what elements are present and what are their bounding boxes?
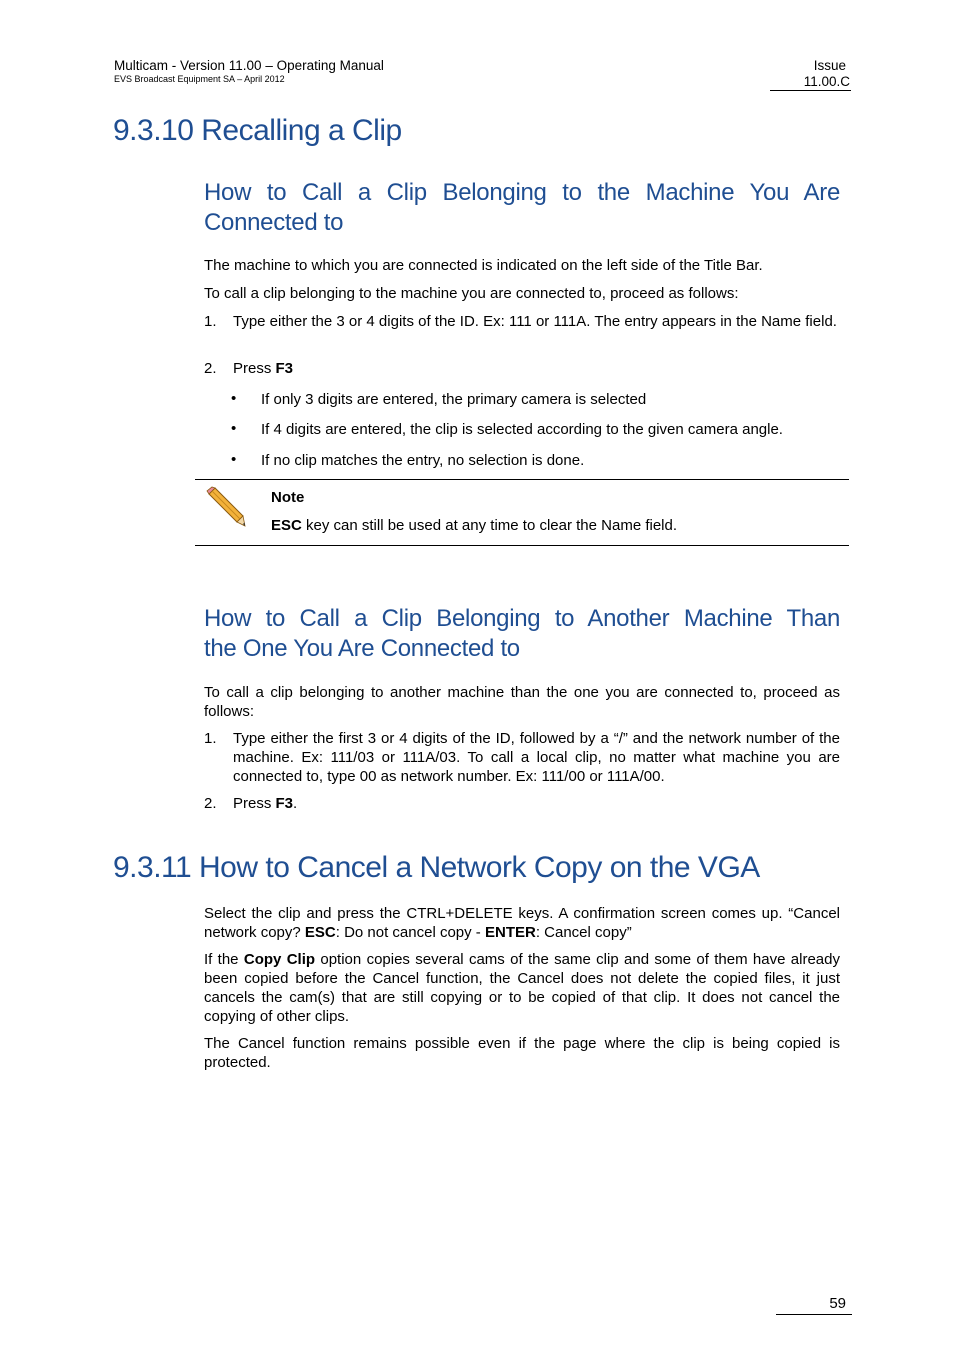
note-bottom-rule [195,545,849,546]
step-text-prefix: Press [233,360,276,377]
paragraph: The machine to which you are connected is indicated on the left side of the Title Bar. [204,257,763,274]
paragraph: To call a clip belonging to another machine than the one you are connected to, proceed as follows: [204,684,840,720]
text-run: : Cancel copy” [535,924,632,941]
subsection-heading-line1: How to Call a Clip Belonging to Another Machine Than [204,605,840,632]
section-heading-9-3-10: 9.3.10 Recalling a Clip [113,114,402,147]
paragraph [204,950,840,1026]
text-run: option copies several cams of the same clip and some of them have already been copied before the Cancel function, the Cancel does not delete the copied files, it just cancels the cam(s) that are still copying or to be copied of that clip. It does not cancel the copying of other clips. [204,951,840,1025]
bullet-item: If 4 digits are entered, the clip is selected according to the given camera angle. [261,421,783,438]
text-run: Select the clip and press the CTRL+DELETE keys. A confirmation screen comes up. “Cancel network copy? [204,905,840,941]
step-number: 1. [204,730,217,747]
text-run: : Do not cancel copy - [335,924,485,941]
note-text-body: key can still be used at any time to clear the Name field. [301,517,678,534]
section-heading-9-3-11: 9.3.11 How to Cancel a Network Copy on the VGA [113,851,760,884]
subsection-heading-line2: the One You Are Connected to [204,635,520,662]
step-number: 2. [204,360,217,377]
subsection-heading-line1: How to Call a Clip Belonging to the Machine You Are [204,179,840,206]
step-number: 2. [204,795,217,812]
key-f3: F3 [275,360,294,377]
text-run: If the [204,951,244,968]
bullet-item: If only 3 digits are entered, the primary camera is selected [261,391,647,408]
paragraph: To call a clip belonging to the machine you are connected to, proceed as follows: [204,285,739,302]
step-text-suffix: . [293,795,298,812]
step-text: Type either the 3 or 4 digits of the ID. Ex: 111 or 111A. The entry appears in the Name field. [233,313,837,330]
copy-clip-term: Copy Clip [243,951,316,968]
note-label: Note [271,489,305,506]
header-issue-version: 11.00.C [803,74,850,89]
key-esc: ESC [304,924,336,941]
paragraph: The Cancel function remains possible even if the page where the clip is being copied is protected. [204,1035,840,1071]
bullet-glyph: • [231,390,237,407]
step-text: Type either the first 3 or 4 digits of the ID, followed by a “/” and the network number of the machine. Ex: 111/03 or 111A/03. To call a local clip, no matter what machine you are connected to, type 00 as network number. Ex: 111/00 or 111A/00. [233,730,840,785]
step-text [233,794,840,813]
key-esc: ESC [271,517,302,534]
key-f3: F3 [275,795,294,812]
subsection-heading-own-machine [204,178,840,238]
paragraph [204,904,840,942]
header-subtitle: EVS Broadcast Equipment SA – April 2012 [114,74,285,84]
page-number: 59 [829,1295,846,1312]
step-text [233,359,840,378]
step-number: 1. [204,313,217,330]
bullet-glyph: • [231,420,237,437]
pencil-icon [205,486,247,533]
note-top-rule [195,479,849,480]
subsection-heading-line2: Connected to [204,209,344,236]
footer-divider [776,1314,852,1315]
key-enter: ENTER [484,924,536,941]
header-issue-label: Issue [813,58,846,73]
note-text [271,517,677,534]
header-divider [770,90,851,91]
bullet-glyph: • [231,451,237,468]
step-text-prefix: Press [233,795,276,812]
header-title: Multicam - Version 11.00 – Operating Manual [114,58,384,73]
subsection-heading-other-machine [204,604,840,664]
bullet-item: If no clip matches the entry, no selection is done. [261,452,585,469]
